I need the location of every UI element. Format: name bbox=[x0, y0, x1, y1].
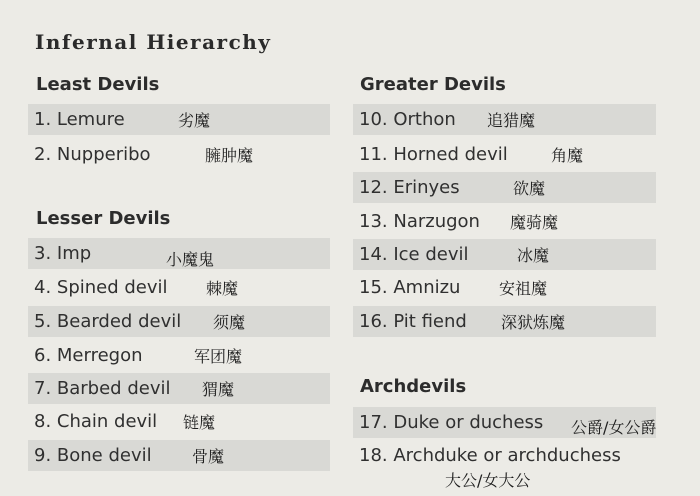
devil-name-chinese: 棘魔 bbox=[206, 279, 239, 298]
list-item bbox=[353, 440, 656, 471]
list-item bbox=[28, 340, 330, 371]
list-item bbox=[28, 139, 330, 170]
list-item bbox=[28, 373, 330, 404]
devil-name-chinese: 追猎魔 bbox=[487, 111, 536, 130]
devil-name: 17. Duke or duchess bbox=[359, 412, 544, 433]
list-item bbox=[28, 406, 330, 437]
devil-name-chinese: 须魔 bbox=[213, 313, 246, 332]
devil-name: 4. Spined devil bbox=[34, 277, 168, 298]
devil-name: 1. Lemure bbox=[34, 109, 125, 130]
devil-name: 15. Amnizu bbox=[359, 277, 461, 298]
list-item bbox=[28, 104, 330, 135]
devil-name: 9. Bone devil bbox=[34, 445, 152, 466]
devil-name: 7. Barbed devil bbox=[34, 378, 171, 399]
devil-name-chinese: 安祖魔 bbox=[499, 279, 548, 298]
devil-name-chinese: 劣魔 bbox=[178, 111, 211, 130]
devil-name-chinese: 骨魔 bbox=[192, 447, 225, 466]
list-item bbox=[28, 440, 330, 471]
section-heading-archdevils: Archdevils bbox=[360, 376, 467, 397]
devil-name: 12. Erinyes bbox=[359, 177, 460, 198]
devil-name-chinese: 小魔鬼 bbox=[166, 250, 215, 269]
devil-name: 18. Archduke or archduchess bbox=[359, 445, 621, 466]
devil-name-chinese: 深狱炼魔 bbox=[501, 313, 566, 332]
devil-name: 13. Narzugon bbox=[359, 211, 480, 232]
devil-name: 14. Ice devil bbox=[359, 244, 469, 265]
list-item bbox=[353, 139, 656, 170]
list-item bbox=[353, 239, 656, 270]
devil-name-chinese: 欲魔 bbox=[513, 179, 546, 198]
devil-name: 16. Pit fiend bbox=[359, 311, 467, 332]
devil-name-chinese: 臃肿魔 bbox=[205, 146, 254, 165]
devil-name-chinese: 魔骑魔 bbox=[510, 213, 559, 232]
devil-name: 2. Nupperibo bbox=[34, 144, 151, 165]
devil-name-chinese: 大公/女大公 bbox=[445, 471, 531, 490]
section-heading-greater-devils: Greater Devils bbox=[360, 74, 506, 95]
devil-name: 11. Horned devil bbox=[359, 144, 508, 165]
devil-name: 10. Orthon bbox=[359, 109, 456, 130]
list-item bbox=[28, 306, 330, 337]
devil-name: 8. Chain devil bbox=[34, 411, 158, 432]
page-title: Infernal Hierarchy bbox=[35, 30, 272, 54]
list-item bbox=[353, 206, 656, 237]
devil-name-chinese: 军团魔 bbox=[194, 347, 243, 366]
list-item bbox=[28, 272, 330, 303]
devil-name-chinese: 猬魔 bbox=[202, 380, 235, 399]
devil-name-chinese: 角魔 bbox=[551, 146, 584, 165]
list-item bbox=[353, 306, 656, 337]
devil-name: 5. Bearded devil bbox=[34, 311, 182, 332]
devil-name-chinese: 链魔 bbox=[183, 413, 216, 432]
list-item bbox=[353, 104, 656, 135]
list-item bbox=[353, 272, 656, 303]
list-item bbox=[353, 172, 656, 203]
devil-name: 3. Imp bbox=[34, 243, 92, 264]
section-heading-lesser-devils: Lesser Devils bbox=[36, 208, 171, 229]
devil-name-chinese: 公爵/女公爵 bbox=[571, 418, 657, 437]
devil-name-chinese: 冰魔 bbox=[517, 246, 550, 265]
devil-name: 6. Merregon bbox=[34, 345, 143, 366]
section-heading-least-devils: Least Devils bbox=[36, 74, 160, 95]
